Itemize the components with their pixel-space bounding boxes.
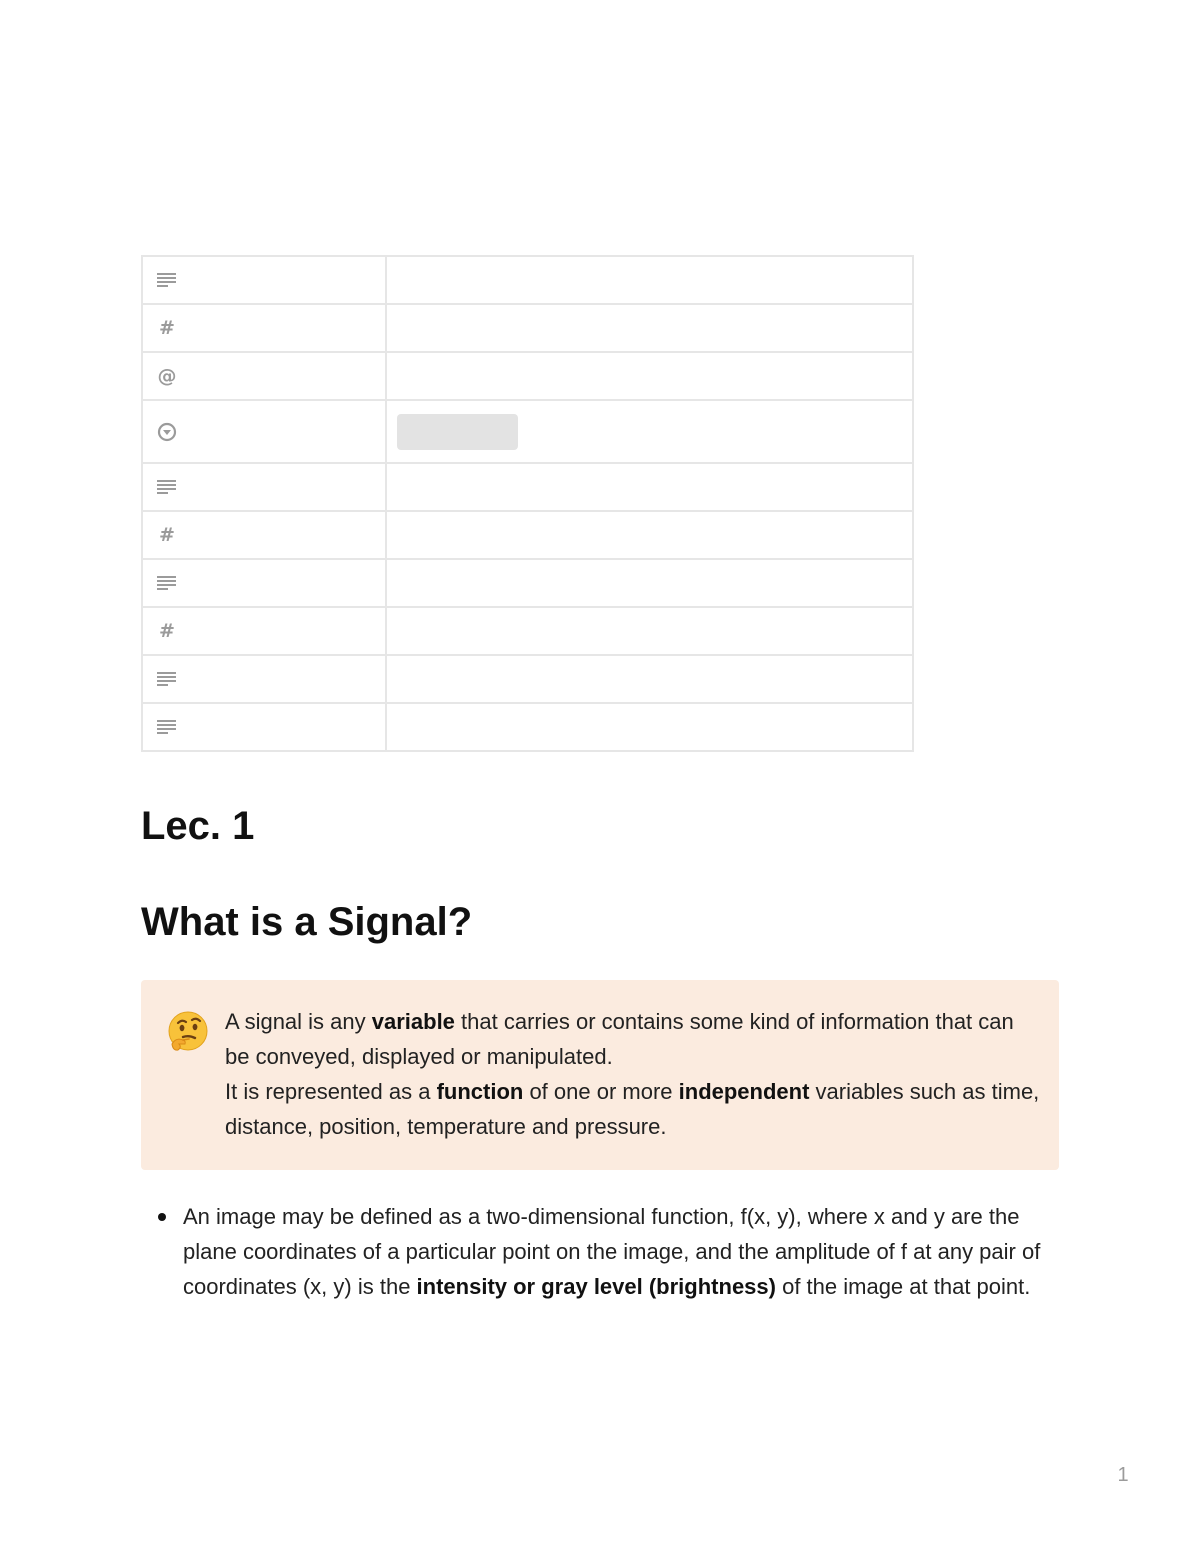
property-value[interactable] — [386, 607, 913, 655]
property-key[interactable] — [142, 256, 386, 304]
number-icon: # — [159, 620, 175, 642]
property-key[interactable] — [142, 463, 386, 511]
bullet-list — [141, 1199, 1051, 1304]
property-row[interactable] — [142, 655, 913, 703]
property-row[interactable] — [142, 352, 913, 400]
callout-text — [225, 1004, 1040, 1144]
property-key[interactable] — [142, 304, 386, 352]
property-value[interactable] — [386, 511, 913, 559]
property-row[interactable] — [142, 304, 913, 352]
text-icon — [156, 716, 178, 738]
callout-box — [141, 980, 1059, 1170]
property-key[interactable] — [142, 655, 386, 703]
lecture-heading: Lec. 1 — [141, 804, 255, 848]
property-row[interactable] — [142, 463, 913, 511]
property-key[interactable] — [142, 400, 386, 463]
property-key[interactable] — [142, 559, 386, 607]
property-value[interactable] — [386, 352, 913, 400]
person-icon: @ — [157, 365, 177, 387]
property-row[interactable] — [142, 703, 913, 751]
property-row[interactable] — [142, 511, 913, 559]
property-table — [141, 255, 914, 752]
property-value[interactable] — [386, 703, 913, 751]
property-key[interactable] — [142, 607, 386, 655]
text-icon — [156, 572, 178, 594]
select-tag-placeholder[interactable] — [397, 414, 518, 450]
property-value[interactable] — [386, 256, 913, 304]
number-icon: # — [159, 524, 175, 546]
property-row[interactable] — [142, 559, 913, 607]
property-key[interactable] — [142, 511, 386, 559]
callout-paragraph: A signal is any variable that carries or contains some kind of information that can be conveyed, displayed or manipulated. — [225, 1009, 1014, 1069]
thinking-face-icon — [166, 1010, 210, 1054]
number-icon: # — [159, 317, 175, 339]
property-value[interactable] — [386, 400, 913, 463]
property-row[interactable] — [142, 400, 913, 463]
text-icon — [156, 476, 178, 498]
property-value[interactable] — [386, 655, 913, 703]
list-item: An image may be defined as a two-dimensional function, f(x, y), where x and y are the plane coordinates of a particular point on the image, and the amplitude of f at any pair of coordinates (x, y) is the intensity or gray level (brightness) of the image at that point. — [141, 1199, 1051, 1304]
bullet-icon — [158, 1213, 166, 1221]
callout-paragraph: It is represented as a function of one or more independent variables such as time, distance, position, temperature and pressure. — [225, 1079, 1040, 1139]
property-row[interactable] — [142, 607, 913, 655]
property-key[interactable] — [142, 703, 386, 751]
text-icon — [156, 269, 178, 291]
property-key[interactable] — [142, 352, 386, 400]
page-number: 1 — [1117, 1464, 1129, 1486]
property-value[interactable] — [386, 304, 913, 352]
section-heading: What is a Signal? — [141, 900, 473, 944]
property-row[interactable] — [142, 256, 913, 304]
select-icon — [156, 421, 178, 443]
text-icon — [156, 668, 178, 690]
property-value[interactable] — [386, 463, 913, 511]
property-value[interactable] — [386, 559, 913, 607]
